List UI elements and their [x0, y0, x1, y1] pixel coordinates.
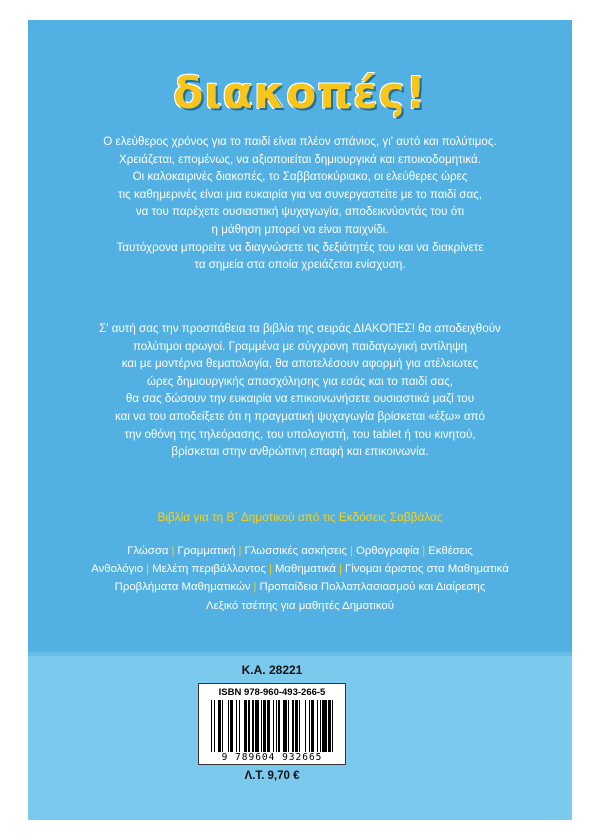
subject-item: Ορθογραφία: [355, 545, 420, 557]
isbn-text: ISBN 978-960-493-266-5: [218, 687, 326, 698]
text-line: και με μοντέρνα θεματολογία, θα αποτελέσουν αφορμή για ατέλειωτες: [121, 357, 479, 371]
separator: |: [339, 563, 342, 576]
series-books-heading: Βιβλία για τη Β΄ Δημοτικού από τις Εκδόσεις Σαββάλας: [157, 510, 443, 524]
barcode-icon: [211, 700, 335, 752]
separator: |: [349, 545, 353, 557]
text-line: Ο ελεύθερος χρόνος για το παιδί είναι πλέον σπάνιος, γι' αυτό και πολύτιμος.: [103, 135, 497, 148]
separator: |: [146, 563, 150, 576]
text-line: Χρειάζεται, επομένως, να αξιοποιείται δημιουργικά και εποικοδομητικά.: [119, 152, 481, 166]
text-line: τα σημεία στα οποία χρειάζεται ενίσχυση.: [194, 258, 406, 272]
text-line: και να του αποδείξετε ότι η πραγματική ψυχαγωγία βρίσκεται «έξω» από: [114, 409, 486, 423]
text-line: τις καθημερινές είναι μια ευκαιρία για να συνεργαστείτε με το παιδί σας,: [118, 187, 482, 201]
subject-item: Λεξικό τσέπης για μαθητές Δημοτικού: [206, 599, 394, 612]
text-line: βρίσκεται στην ανθρώπινη επαφή και επικοινωνία.: [171, 445, 429, 459]
text-line: Σ' αυτή σας την προσπάθεια τα βιβλία της σειράς ΔΙΑΚΟΠΕΣ! θα αποδειχθούν: [99, 322, 501, 335]
series-logo: διακοπές!: [173, 68, 427, 119]
subject-item: Μελέτη περιβάλλοντος: [152, 563, 266, 576]
subject-row: [36, 597, 564, 615]
separator: |: [422, 545, 426, 557]
series-paragraph: [40, 320, 560, 461]
subject-row: [36, 542, 564, 560]
text-line: ώρες δημιουργικής απασχόλησης για εσάς και το παιδί σας,: [146, 374, 454, 388]
text-line: η μάθηση μπορεί να είναι παιχνίδι.: [211, 222, 389, 236]
text-line: θα σας δώσουν την ευκαιρία να επικοινωνήσετε ουσιαστικά μαζί του: [125, 392, 475, 406]
separator: |: [238, 545, 242, 557]
subject-row: [36, 560, 564, 578]
separator: |: [253, 581, 257, 594]
barcode-number: 9 789604 932665: [221, 752, 323, 763]
subject-item: Προπαίδεια Πολλαπλασιασμού και Διαίρεσης: [259, 581, 486, 594]
text-line: Οι καλοκαιρινές διακοπές, το Σαββατοκύριακο, οι ελεύθερες ώρες: [132, 170, 468, 184]
subject-item: Γλωσσικές ασκήσεις: [244, 545, 347, 557]
subject-item: Εκθέσεις: [428, 545, 473, 557]
subject-item: Γραμματική: [177, 545, 236, 557]
subject-item: Ανθολόγιο: [91, 563, 144, 576]
subject-item: Μαθηματικά: [274, 563, 337, 576]
subject-item: Προβλήματα Μαθηματικών: [114, 581, 251, 594]
subject-row: [36, 578, 564, 596]
subject-item: Γίνομαι άριστος στα Μαθηματικά: [344, 563, 509, 576]
separator: |: [268, 563, 272, 576]
text-line: την οθόνη της τηλεόρασης, του υπολογιστή, του tablet ή του κινητού,: [124, 427, 476, 441]
barcode-box: [198, 683, 346, 765]
subject-list: [36, 542, 564, 615]
barcode-bar: [333, 700, 334, 752]
text-line: να του παρέχετε ουσιαστική ψυχαγωγία, αποδεικνύοντάς του ότι: [135, 205, 465, 219]
text-line: πολύτιμοι αρωγοί. Γραμμένα με σύγχρονη παιδαγωγική αντίληψη: [132, 339, 468, 353]
catalog-code: Κ.Α. 28221: [241, 663, 303, 677]
price-label: Λ.Τ. 9,70 €: [244, 770, 300, 782]
subject-item: Γλώσσα: [127, 545, 169, 557]
separator: |: [171, 545, 175, 557]
intro-paragraph: [40, 133, 560, 274]
text-line: Ταυτόχρονα μπορείτε να διαγνώσετε τις δεξιότητές του και να διακρίνετε: [116, 240, 484, 254]
